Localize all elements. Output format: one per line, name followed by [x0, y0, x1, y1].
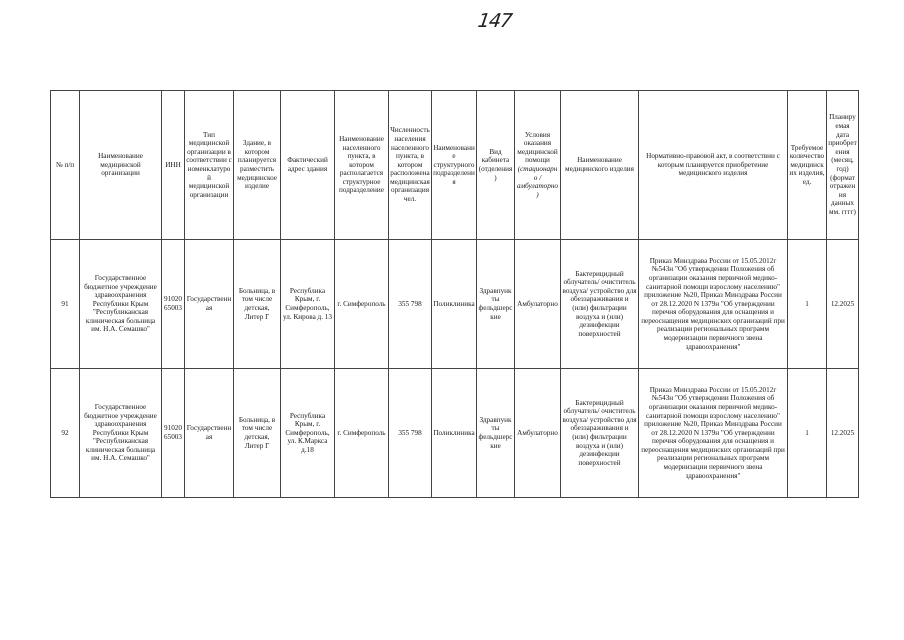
table-header — [51, 91, 859, 240]
header-quantity: Требуемое количество медицинских изделия, ед. — [788, 91, 827, 240]
cell-address: Республика Крым, г. Симферополь, ул. К.Маркса д.18 — [281, 369, 335, 498]
header-num: № п/п — [51, 91, 80, 240]
cell-inn: 9102065003 — [162, 240, 185, 369]
cell-conditions: Амбулаторно — [515, 369, 561, 498]
header-conditions — [515, 91, 561, 240]
table-row — [51, 240, 859, 369]
cell-cabinet: Здравпункты фельдшерские — [477, 240, 515, 369]
cell-settlement: г. Симферополь — [335, 369, 389, 498]
equipment-table — [50, 90, 859, 498]
header-conditions-plain: Условия оказания медицинской помощи — [517, 130, 558, 165]
header-device: Наименование медицинского изделия — [561, 91, 639, 240]
cell-conditions: Амбулаторно — [515, 240, 561, 369]
cell-date: 12.2025 — [827, 240, 859, 369]
cell-population: 355 798 — [389, 240, 432, 369]
cell-building: Больница, в том числе детская, Литер Г — [234, 240, 281, 369]
cell-address: Республика Крым, г. Симферополь, ул. Кирова д. 13 — [281, 240, 335, 369]
table-row — [51, 369, 859, 498]
header-organization: Наименование медицинской организации — [80, 91, 162, 240]
header-org-type: Тип медицинской организации в соответствии с номенклатурой медицинской организации — [185, 91, 234, 240]
header-date: Планируемая дата приобретения (месяц, год) (формат отражения данных мм. гггг) — [827, 91, 859, 240]
cell-organization: Государственное бюджетное учреждение здравоохранения Республики Крым "Республиканская клиническая больница им. Н.А. Семашко" — [80, 240, 162, 369]
header-cabinet: Вид кабинета (отделения) — [477, 91, 515, 240]
cell-device: Бактерицидный облучатель/ очиститель воздуха/ устройство для обеззараживания и (или) фильтрации воздуха и (или) дезинфекции поверхностей — [561, 369, 639, 498]
cell-organization: Государственное бюджетное учреждение здравоохранения Республики Крым "Республиканская клиническая больница им. Н.А. Семашко" — [80, 369, 162, 498]
header-building: Здание, в котором планируется разместить медицинское изделие — [234, 91, 281, 240]
cell-quantity: 1 — [788, 369, 827, 498]
cell-legal-act: Приказ Минздрава России от 15.05.2012г №543н "Об утверждении Положения об организации оказания первичной медико-санитарной помощи взрослому населению" приложение №20, Приказ Минздрава России от 28.12.2020 N 1379н "Об утверждении перечня оборудования для оснащения и переоснащения медицинских организаций при реализации региональных программ модернизации первичного звена здравоохранения" — [639, 369, 788, 498]
header-legal-act: Нормативно-правовой акт, в соответствии с которым планируется приобретение медицинского изделия — [639, 91, 788, 240]
cell-quantity: 1 — [788, 240, 827, 369]
cell-unit: Поликлиника — [432, 369, 477, 498]
header-inn: ИНН — [162, 91, 185, 240]
header-population: Численность населения населенного пункта, в котором расположена медицинская организация чел. — [389, 91, 432, 240]
header-conditions-italic: (стационарно / амбулаторно) — [516, 165, 559, 199]
header-settlement: Наименование населенного пункта, в котором располагается структурное подразделение — [335, 91, 389, 240]
cell-num: 92 — [51, 369, 80, 498]
cell-date: 12.2025 — [827, 369, 859, 498]
cell-settlement: г. Симферополь — [335, 240, 389, 369]
cell-num: 91 — [51, 240, 80, 369]
page-number: 147 — [476, 10, 513, 32]
cell-population: 355 798 — [389, 369, 432, 498]
cell-unit: Поликлиника — [432, 240, 477, 369]
cell-legal-act: Приказ Минздрава России от 15.05.2012г №543н "Об утверждении Положения об организации оказания первичной медико-санитарной помощи взрослому населению" приложение №20, Приказ Минздрава России от 28.12.2020 N 1379н "Об утверждении перечня оборудования для оснащения и переоснащения медицинских организаций при реализации региональных программ модернизации первичного звена здравоохранения" — [639, 240, 788, 369]
header-address: Фактический адрес здания — [281, 91, 335, 240]
header-unit: Наименование структурного подразделения — [432, 91, 477, 240]
cell-device: Бактерицидный облучатель/ очиститель воздуха/ устройство для обеззараживания и (или) фильтрации воздуха и (или) дезинфекции поверхностей — [561, 240, 639, 369]
cell-org-type: Государственная — [185, 369, 234, 498]
cell-building: Больница, в том числе детская, Литер Г — [234, 369, 281, 498]
cell-cabinet: Здравпункты фельдшерские — [477, 369, 515, 498]
cell-org-type: Государственная — [185, 240, 234, 369]
cell-inn: 9102065003 — [162, 369, 185, 498]
